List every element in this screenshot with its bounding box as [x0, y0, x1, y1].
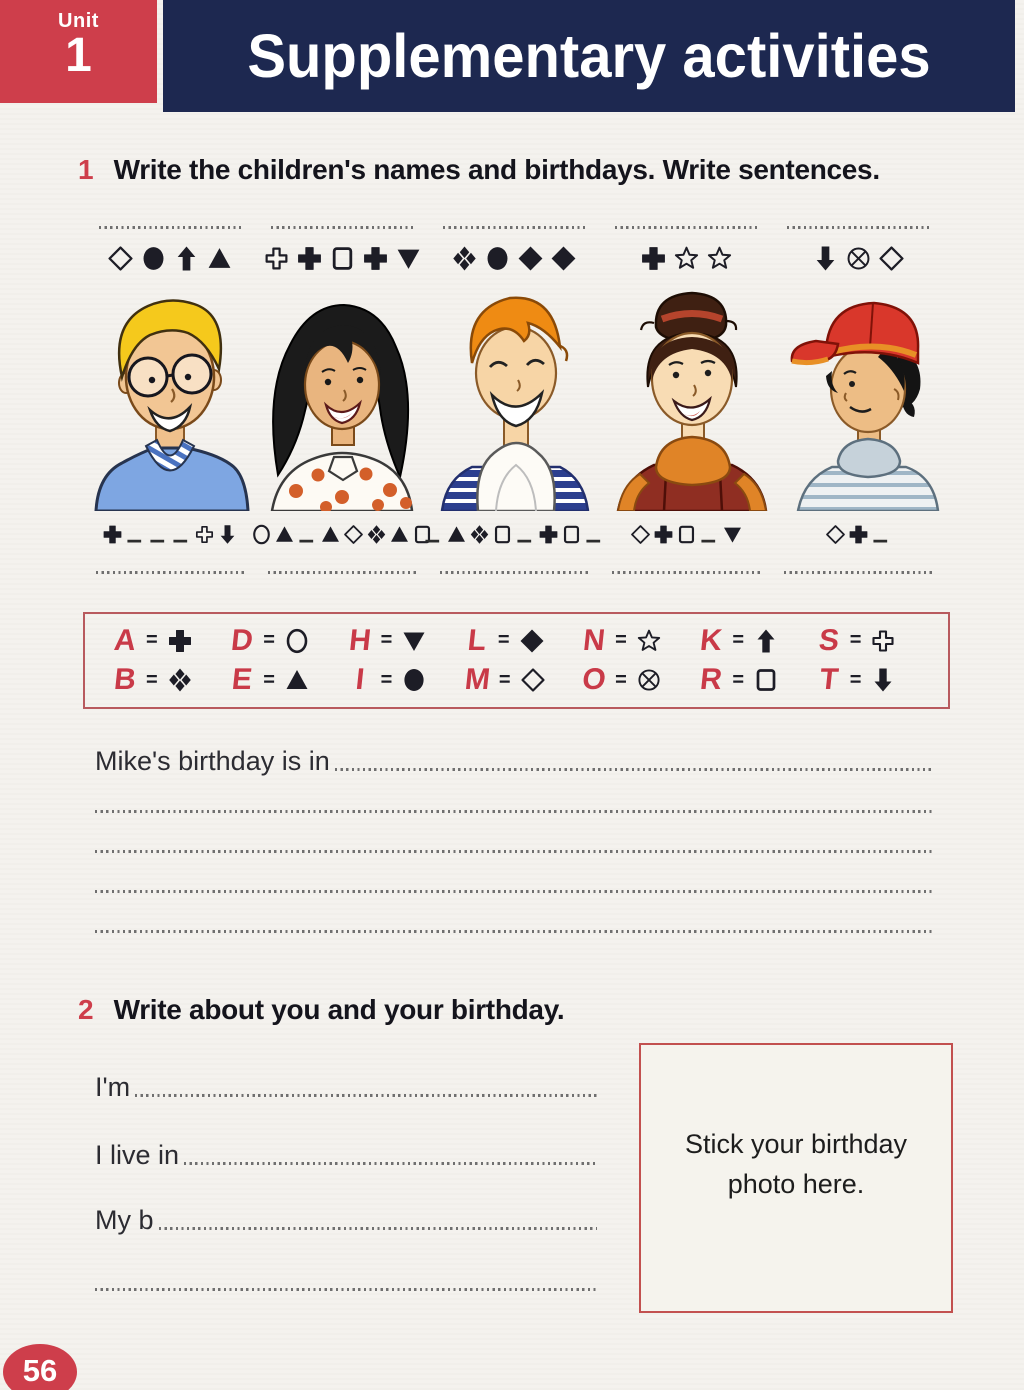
- unit-number: 1: [65, 29, 92, 82]
- answer-dots: [184, 1162, 597, 1165]
- name-code-symbols: [263, 241, 422, 275]
- exercise2-instruction: Write about you and your birthday.: [113, 994, 565, 1025]
- name-answer-line: [615, 226, 757, 229]
- child-column-girl-black-hair: [260, 224, 424, 574]
- symbol-square-open-icon: [492, 524, 513, 545]
- legend-letter: L: [465, 623, 488, 657]
- symbol-star-open-icon: [673, 245, 700, 272]
- symbol-diamond-open-icon: [343, 524, 364, 545]
- symbol-cross-open-icon: [870, 628, 896, 654]
- child-column-girl-hair-bun: [604, 224, 768, 574]
- name-code-symbols: [640, 241, 733, 275]
- symbol-diamond-open-icon: [878, 245, 905, 272]
- exercise1-number: 1: [78, 154, 94, 185]
- symbol-circle-x-icon: [636, 667, 662, 693]
- symbol-blank-icon: [171, 524, 192, 545]
- symbol-diamond-four-icon: [167, 667, 193, 693]
- sentence-line: [95, 746, 932, 776]
- unit-label: Unit: [58, 10, 99, 32]
- answer-line: [95, 810, 932, 813]
- legend-pair-O: [582, 663, 699, 697]
- symbol-circle-x-icon: [845, 245, 872, 272]
- legend-letter: T: [817, 663, 840, 697]
- symbol-star-open-icon: [706, 245, 733, 272]
- symbol-blank-icon: [871, 524, 892, 545]
- legend-letter: O: [580, 663, 608, 697]
- symbol-diamond-four-icon: [469, 524, 490, 545]
- legend-equals: =: [732, 629, 745, 652]
- legend-pair-E: [230, 663, 347, 697]
- symbol-cross-open-icon: [263, 245, 290, 272]
- symbol-square-open-icon: [329, 245, 356, 272]
- child-column-boy-red-cap: [776, 224, 940, 574]
- symbol-diamond-four-icon: [451, 245, 478, 272]
- symbol-diamond-open-icon: [630, 524, 651, 545]
- month-code-symbols: [251, 519, 433, 549]
- legend-equals: =: [497, 629, 510, 652]
- answer-dots: [135, 1094, 597, 1097]
- symbol-legend-box: [83, 612, 950, 709]
- name-answer-line: [271, 226, 413, 229]
- symbol-blank-icon: [423, 524, 444, 545]
- legend-letter: A: [112, 623, 138, 657]
- symbol-square-open-icon: [676, 524, 697, 545]
- birthday-photo-box: [639, 1043, 953, 1313]
- legend-row: [113, 624, 934, 658]
- symbol-diamond-solid-icon: [550, 245, 577, 272]
- symbol-circle-open-icon: [251, 524, 272, 545]
- child-illustration-girl-hair-bun: [604, 283, 769, 511]
- symbol-blank-icon: [125, 524, 146, 545]
- child-column-boy-orange-hair: [432, 224, 596, 574]
- legend-letter: B: [112, 663, 138, 697]
- legend-pair-N: [582, 624, 699, 658]
- legend-pair-D: [230, 624, 347, 658]
- prompt-line-live-in: [95, 1140, 597, 1170]
- symbol-square-open-icon: [753, 667, 779, 693]
- exercise1-heading: [78, 154, 978, 186]
- answer-dots: [159, 1227, 597, 1230]
- exercise1-instruction: Write the children's names and birthdays. Write sentences.: [113, 154, 880, 185]
- legend-pair-I: [348, 663, 465, 697]
- symbol-triangle-up-icon: [320, 524, 341, 545]
- symbol-blank-icon: [297, 524, 318, 545]
- name-code-symbols: [812, 241, 905, 275]
- title-bar: [163, 0, 1015, 112]
- symbol-arrow-up-icon: [753, 628, 779, 654]
- symbol-diamond-open-icon: [107, 245, 134, 272]
- page-number-badge: [3, 1344, 77, 1390]
- symbol-cross-solid-icon: [296, 245, 323, 272]
- symbol-diamond-solid-icon: [517, 245, 544, 272]
- legend-pair-K: [699, 624, 816, 658]
- symbol-diamond-open-icon: [520, 667, 546, 693]
- legend-equals: =: [146, 668, 158, 691]
- legend-letter: I: [353, 663, 366, 697]
- symbol-triangle-up-icon: [206, 245, 233, 272]
- page-number: 56: [22, 1353, 58, 1388]
- symbol-triangle-up-icon: [389, 524, 410, 545]
- legend-equals: =: [732, 668, 745, 691]
- legend-letter: R: [698, 663, 725, 697]
- prompt-text: My b: [95, 1205, 154, 1235]
- legend-equals: =: [146, 629, 158, 652]
- name-answer-line: [787, 226, 929, 229]
- symbol-cross-solid-icon: [362, 245, 389, 272]
- legend-row: [113, 663, 934, 697]
- symbol-blank-icon: [148, 524, 169, 545]
- legend-pair-R: [699, 663, 816, 697]
- answer-line: [95, 1288, 597, 1291]
- symbol-triangle-down-icon: [401, 628, 427, 654]
- symbol-diamond-open-icon: [825, 524, 846, 545]
- unit-box: [0, 0, 157, 103]
- legend-letter: E: [230, 663, 255, 697]
- symbol-blank-icon: [515, 524, 536, 545]
- legend-pair-M: [465, 663, 582, 697]
- answer-line: [95, 930, 932, 933]
- name-answer-line: [443, 226, 585, 229]
- legend-equals: =: [849, 668, 862, 691]
- child-illustration-boy-orange-hair: [432, 283, 597, 511]
- name-answer-line: [99, 226, 241, 229]
- month-code-symbols: [630, 519, 743, 549]
- month-code-symbols: [423, 519, 605, 549]
- symbol-triangle-up-icon: [284, 667, 310, 693]
- month-code-symbols: [102, 519, 238, 549]
- symbol-arrow-down-icon: [870, 667, 896, 693]
- legend-letter: S: [817, 623, 841, 657]
- symbol-circle-solid-icon: [140, 245, 167, 272]
- symbol-arrow-up-icon: [173, 245, 200, 272]
- child-illustration-blond-boy-glasses: [88, 283, 253, 511]
- month-answer-line: [440, 571, 588, 574]
- answer-line: [95, 850, 932, 853]
- month-answer-line: [96, 571, 244, 574]
- symbol-blank-icon: [699, 524, 720, 545]
- sentence-start-text: Mike's birthday is in: [95, 746, 330, 776]
- child-illustration-boy-red-cap: [776, 283, 941, 511]
- prompt-text: I live in: [95, 1140, 180, 1170]
- symbol-triangle-up-icon: [446, 524, 467, 545]
- symbol-diamond-four-icon: [366, 524, 387, 545]
- answer-line: [95, 890, 932, 893]
- legend-letter: K: [698, 623, 725, 657]
- symbol-triangle-down-icon: [395, 245, 422, 272]
- symbol-star-open-icon: [636, 628, 662, 654]
- legend-letter: D: [229, 623, 255, 657]
- legend-letter: H: [347, 623, 373, 657]
- legend-equals: =: [263, 668, 275, 691]
- legend-equals: =: [615, 629, 627, 652]
- legend-equals: =: [849, 629, 862, 652]
- symbol-cross-solid-icon: [640, 245, 667, 272]
- prompt-line-im: [95, 1072, 597, 1102]
- prompt-line-my-b: [95, 1205, 597, 1235]
- name-code-symbols: [107, 241, 233, 275]
- symbol-cross-solid-icon: [653, 524, 674, 545]
- symbol-circle-solid-icon: [401, 667, 427, 693]
- prompt-text: I'm: [95, 1072, 131, 1102]
- photo-box-text: Stick your birthday photo here.: [684, 1129, 908, 1199]
- legend-equals: =: [498, 668, 511, 691]
- symbol-cross-solid-icon: [167, 628, 193, 654]
- exercise2-number: 2: [78, 994, 94, 1025]
- symbol-cross-solid-icon: [102, 524, 123, 545]
- legend-pair-S: [817, 624, 934, 658]
- month-answer-line: [268, 571, 416, 574]
- symbol-arrow-down-icon: [812, 245, 839, 272]
- name-code-symbols: [451, 241, 577, 275]
- symbol-triangle-down-icon: [722, 524, 743, 545]
- page-title: Supplementary activities: [247, 21, 931, 91]
- answer-dots: [335, 768, 932, 771]
- symbol-arrow-down-icon: [217, 524, 238, 545]
- month-code-symbols: [825, 519, 892, 549]
- symbol-cross-solid-icon: [538, 524, 559, 545]
- legend-letter: M: [463, 663, 492, 697]
- month-answer-line: [784, 571, 932, 574]
- legend-equals: =: [380, 668, 393, 691]
- children-grid: [88, 224, 940, 574]
- symbol-circle-open-icon: [284, 628, 310, 654]
- legend-pair-A: [113, 624, 230, 658]
- legend-pair-B: [113, 663, 230, 697]
- symbol-circle-solid-icon: [484, 245, 511, 272]
- exercise2-heading: [78, 994, 778, 1026]
- legend-equals: =: [615, 668, 627, 691]
- month-answer-line: [612, 571, 760, 574]
- legend-pair-L: [465, 624, 582, 658]
- child-illustration-girl-black-hair: [260, 283, 425, 511]
- symbol-cross-open-icon: [194, 524, 215, 545]
- symbol-cross-solid-icon: [848, 524, 869, 545]
- legend-equals: =: [380, 629, 393, 652]
- legend-equals: =: [263, 629, 275, 652]
- child-column-blond-boy-glasses: [88, 224, 252, 574]
- symbol-triangle-up-icon: [274, 524, 295, 545]
- legend-pair-H: [348, 624, 465, 658]
- legend-letter: N: [581, 623, 607, 657]
- symbol-blank-icon: [584, 524, 605, 545]
- symbol-diamond-solid-icon: [519, 628, 545, 654]
- legend-pair-T: [817, 663, 934, 697]
- symbol-square-open-icon: [561, 524, 582, 545]
